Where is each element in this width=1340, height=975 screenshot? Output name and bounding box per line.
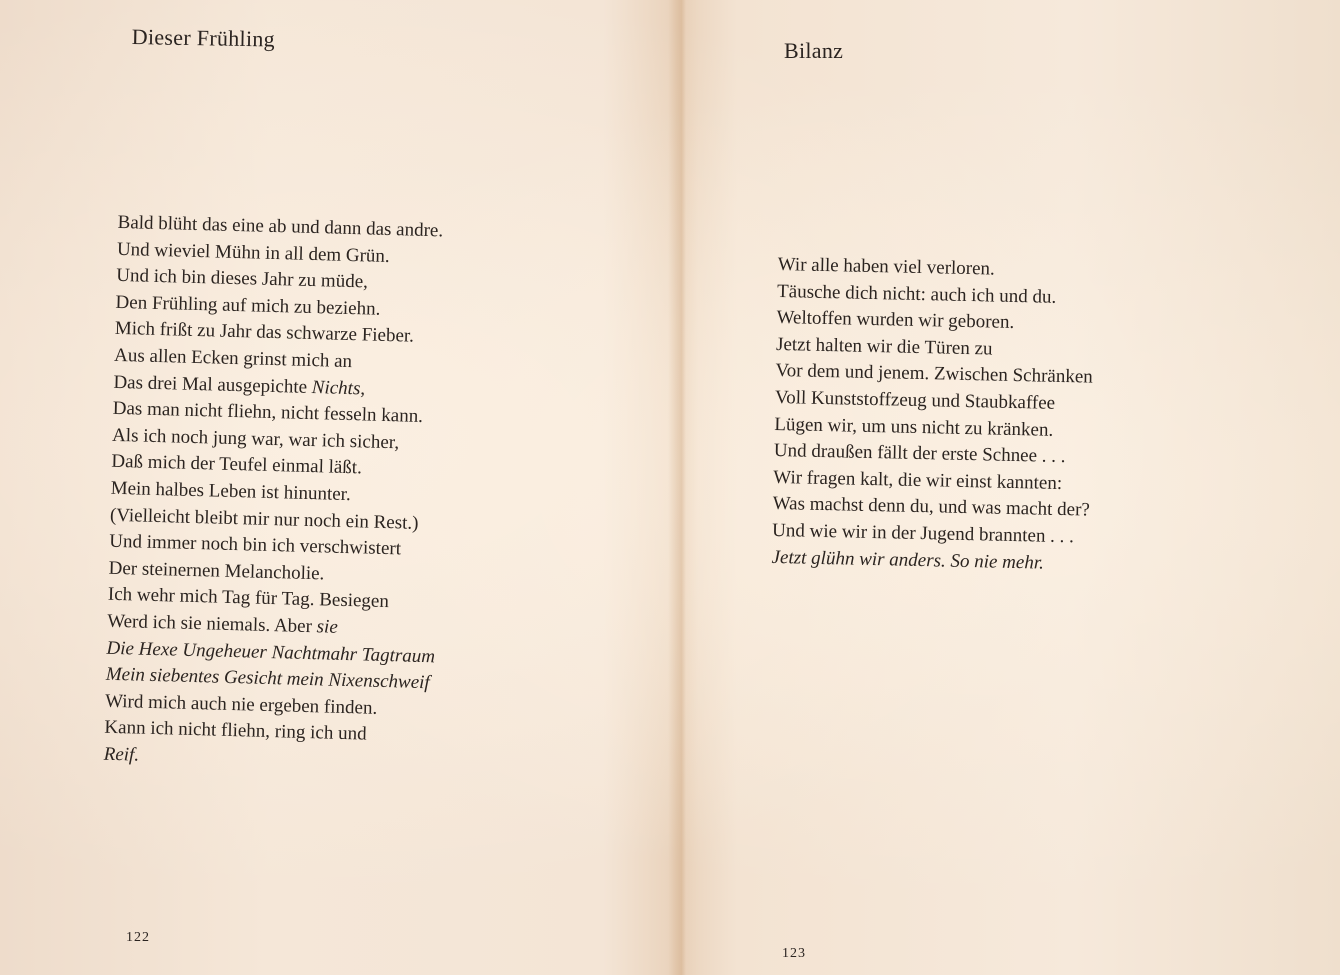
line-text: Der steinernen Melancholie. bbox=[108, 557, 325, 585]
page-number: 123 bbox=[782, 946, 806, 961]
line-text: Weltoffen wurden wir geboren. bbox=[776, 307, 1015, 334]
line-text: Mich frißt zu Jahr das schwarze Fieber. bbox=[114, 318, 415, 348]
line-text: , bbox=[360, 377, 366, 399]
line-text: (Vielleicht bleibt mir nur noch ein Rest.) bbox=[109, 504, 419, 534]
page-number: 122 bbox=[126, 930, 150, 945]
line-text: Voll Kunststoffzeug und Staubkaffee bbox=[774, 386, 1056, 414]
poem-title: Bilanz bbox=[784, 38, 844, 63]
italic-text: Nichts bbox=[311, 376, 361, 399]
line-text: Wir fragen kalt, die wir einst kannten: bbox=[773, 466, 1063, 494]
poem-text bbox=[771, 252, 1095, 578]
line-text: Lügen wir, um uns nicht zu kränken. bbox=[774, 413, 1054, 441]
poem-text bbox=[103, 210, 446, 777]
line-text: Daß mich der Teufel einmal läßt. bbox=[111, 451, 363, 479]
line-text: Wir alle haben viel verloren. bbox=[777, 253, 996, 280]
line-text: Aus allen Ecken grinst mich an bbox=[113, 344, 353, 373]
line-text: Den Frühling auf mich zu beziehn. bbox=[115, 291, 381, 320]
right-page bbox=[690, 0, 1340, 975]
line-text: Und wie wir in der Jugend brannten . . . bbox=[771, 519, 1075, 548]
line-text: Als ich noch jung war, war ich sicher, bbox=[111, 424, 400, 454]
line-text: Was machst denn du, und was macht der? bbox=[772, 493, 1091, 521]
poem-title: Dieser Frühling bbox=[131, 24, 276, 52]
italic-text: sie bbox=[316, 616, 339, 638]
line-text: Täusche dich nicht: auch ich und du. bbox=[776, 280, 1057, 308]
line-text: Wird mich auch nie ergeben finden. bbox=[104, 690, 378, 719]
italic-text: Mein siebentes Gesicht mein Nixenschweif bbox=[105, 663, 430, 694]
line-text: Das man nicht fliehn, nicht fesseln kann. bbox=[112, 397, 424, 428]
line-text: Kann ich nicht fliehn, ring ich und bbox=[104, 717, 367, 745]
line-text: Das drei Mal ausgepichte bbox=[113, 371, 313, 398]
line-text: Ich wehr mich Tag für Tag. Besiegen bbox=[107, 584, 390, 613]
line-text: Vor dem und jenem. Zwischen Schränken bbox=[775, 360, 1093, 388]
line-text: Bald blüht das eine ab und dann das andre. bbox=[117, 211, 444, 242]
line-text: Jetzt halten wir die Türen zu bbox=[775, 333, 993, 360]
line-text: Werd ich sie niemals. Aber bbox=[106, 610, 317, 638]
line-text: Und wieviel Mühn in all dem Grün. bbox=[116, 238, 390, 267]
line-text: Und draußen fällt der erste Schnee . . . bbox=[773, 440, 1066, 468]
italic-text: Jetzt glühn wir anders. So nie mehr. bbox=[771, 546, 1045, 574]
italic-text: Die Hexe Ungeheuer Nachtmahr Tagtraum bbox=[106, 637, 436, 667]
line-text: Und immer noch bin ich verschwistert bbox=[109, 530, 402, 560]
line-text: Und ich bin dieses Jahr zu müde, bbox=[116, 265, 369, 293]
italic-text: Reif. bbox=[103, 743, 140, 766]
line-text: Mein halbes Leben ist hinunter. bbox=[110, 477, 351, 506]
